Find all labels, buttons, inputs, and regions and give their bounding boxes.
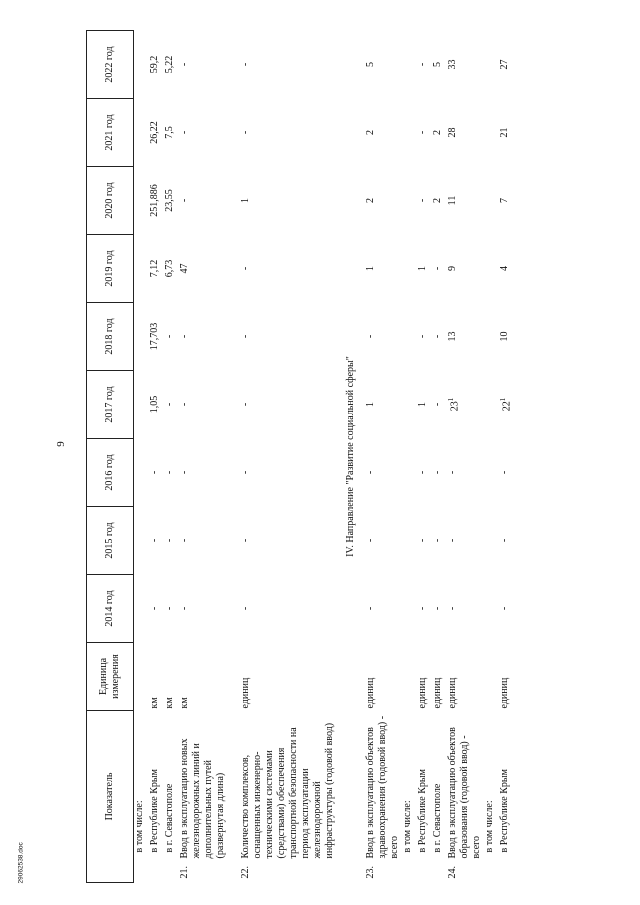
indicator-label: в том числе: <box>134 800 145 853</box>
value-text: - <box>240 402 251 407</box>
value-cell <box>177 370 228 438</box>
value-cell <box>134 438 148 506</box>
table-header-row <box>87 30 134 882</box>
value-cell <box>430 98 445 166</box>
header-year: 2021 год <box>87 98 134 166</box>
value-cell <box>415 166 430 234</box>
value-text: 2 <box>365 129 376 135</box>
value-cell <box>134 506 148 574</box>
value-cell <box>177 438 228 506</box>
value-text: - <box>432 402 443 407</box>
row-number <box>147 861 162 883</box>
value-cell <box>147 166 162 234</box>
value-text: 7,5 <box>164 126 175 139</box>
value-cell <box>402 438 415 506</box>
value-text: - <box>417 62 428 67</box>
value-cell <box>162 166 177 234</box>
value-cell <box>445 166 484 234</box>
value-cell <box>415 438 430 506</box>
value-cell <box>134 574 148 642</box>
value-text: - <box>240 470 251 475</box>
value-text: 2 <box>432 197 443 203</box>
value-text: - <box>179 198 190 203</box>
value-cell <box>484 574 497 642</box>
value-text: - <box>240 334 251 339</box>
value-text: - <box>447 538 458 543</box>
value-cell <box>147 574 162 642</box>
value-cell <box>147 438 162 506</box>
table-row <box>134 30 148 882</box>
value-cell <box>162 506 177 574</box>
indicators-table <box>86 30 514 883</box>
value-text: 47 <box>179 263 190 274</box>
value-cell <box>430 438 445 506</box>
table-row <box>228 30 337 882</box>
value-cell <box>177 30 228 98</box>
value-cell <box>415 30 430 98</box>
value-text: - <box>447 470 458 475</box>
value-text: - <box>164 334 175 339</box>
indicator-label: в том числе: <box>402 800 413 853</box>
value-cell <box>497 302 514 370</box>
value-cell <box>430 574 445 642</box>
value-text: - <box>149 470 160 475</box>
unit-cell: единиц <box>447 677 458 709</box>
value-text: - <box>499 538 510 543</box>
value-text: 13 <box>447 331 458 342</box>
unit-cell: км <box>149 697 160 709</box>
value-cell <box>365 574 402 642</box>
value-cell <box>402 302 415 370</box>
value-cell <box>134 370 148 438</box>
value-cell <box>228 98 337 166</box>
value-cell <box>402 370 415 438</box>
value-cell <box>365 438 402 506</box>
table-body <box>134 30 515 882</box>
value-cell <box>147 30 162 98</box>
row-number <box>415 861 430 883</box>
value-cell <box>430 166 445 234</box>
indicator-label: в Республике Крым <box>417 769 428 853</box>
value-cell <box>162 30 177 98</box>
value-text: - <box>240 130 251 135</box>
value-cell <box>365 370 402 438</box>
value-cell <box>177 98 228 166</box>
value-cell <box>484 506 497 574</box>
row-number: 21. <box>179 866 190 879</box>
value-cell <box>365 234 402 302</box>
value-cell <box>134 30 148 98</box>
value-text: 4 <box>499 265 510 271</box>
value-cell <box>402 166 415 234</box>
value-cell <box>484 370 497 438</box>
value-text: 9 <box>447 265 458 271</box>
unit-cell: единиц <box>365 677 376 709</box>
row-number: 24. <box>447 866 458 879</box>
value-text: - <box>179 130 190 135</box>
value-cell <box>445 370 484 438</box>
indicator-label: в том числе: <box>484 800 495 853</box>
value-text: 21 <box>499 127 510 138</box>
value-cell <box>402 506 415 574</box>
value-cell <box>228 30 337 98</box>
value-cell <box>162 98 177 166</box>
value-cell <box>147 302 162 370</box>
value-text: 1 <box>365 265 376 271</box>
value-text: 10 <box>499 331 510 342</box>
value-text: 23 <box>449 401 461 412</box>
value-text: - <box>499 470 510 475</box>
value-cell <box>430 506 445 574</box>
value-cell <box>497 370 514 438</box>
value-text: 1,05 <box>149 395 160 414</box>
unit-cell: единиц <box>417 677 428 709</box>
table-row <box>162 30 177 882</box>
value-text: - <box>164 606 175 611</box>
row-number: 22. <box>240 866 251 879</box>
row-number <box>162 861 177 883</box>
value-cell <box>162 574 177 642</box>
value-cell <box>497 166 514 234</box>
value-cell <box>402 574 415 642</box>
value-text: - <box>365 334 376 339</box>
value-text: 26,22 <box>149 121 160 144</box>
value-text: - <box>149 538 160 543</box>
value-text: - <box>365 470 376 475</box>
value-cell <box>365 30 402 98</box>
value-text: - <box>179 334 190 339</box>
value-text: - <box>365 606 376 611</box>
value-cell <box>365 506 402 574</box>
value-text: 5 <box>432 61 443 67</box>
table-row <box>402 30 415 882</box>
value-cell <box>134 166 148 234</box>
unit-cell <box>134 642 148 710</box>
value-cell <box>228 234 337 302</box>
value-text: 7 <box>499 197 510 203</box>
value-text: 1 <box>417 265 428 271</box>
rotated-table-container <box>86 13 618 883</box>
value-cell <box>484 30 497 98</box>
value-text: - <box>432 470 443 475</box>
value-cell <box>445 30 484 98</box>
value-cell <box>177 234 228 302</box>
value-cell <box>415 370 430 438</box>
value-cell <box>177 166 228 234</box>
value-cell <box>445 234 484 302</box>
value-cell <box>497 98 514 166</box>
value-text: - <box>240 538 251 543</box>
value-cell <box>415 234 430 302</box>
unit-cell <box>402 642 415 710</box>
unit-cell: единиц <box>499 677 510 709</box>
value-cell <box>365 166 402 234</box>
row-number <box>497 861 514 883</box>
value-text: - <box>164 402 175 407</box>
value-cell <box>430 30 445 98</box>
value-text: - <box>240 606 251 611</box>
value-text: - <box>417 470 428 475</box>
value-cell <box>147 370 162 438</box>
value-text: 1 <box>417 401 428 407</box>
value-cell <box>162 438 177 506</box>
table-row <box>484 30 497 882</box>
value-text: 251,886 <box>149 184 160 217</box>
value-cell <box>228 438 337 506</box>
value-cell <box>445 98 484 166</box>
value-text: 6,73 <box>164 259 175 278</box>
value-text: - <box>240 266 251 271</box>
value-text: 5,22 <box>164 55 175 74</box>
indicator-label: в г. Севастополе <box>432 783 443 853</box>
value-cell <box>177 302 228 370</box>
value-cell <box>177 506 228 574</box>
value-cell <box>497 234 514 302</box>
row-number: 23. <box>365 866 376 879</box>
value-cell <box>147 506 162 574</box>
value-text: - <box>417 606 428 611</box>
section-heading: IV. Направление "Развитие социальной сферы" <box>345 356 356 557</box>
indicator-label: в Республике Крым <box>149 769 160 853</box>
value-cell <box>134 234 148 302</box>
indicator-label: Количество комплексов, оснащенных инженерно-техническими системами (средствами) обеспечения транспортной безопасности на период эксплуатации железнодорожной инфраструктуры (годовой ввод) <box>240 722 335 859</box>
table-row <box>365 30 402 882</box>
value-cell <box>147 234 162 302</box>
value-cell <box>445 438 484 506</box>
value-cell <box>497 30 514 98</box>
value-cell <box>402 30 415 98</box>
indicator-label: Ввод в эксплуатацию объектов образования (годовой ввод) - всего <box>447 727 482 859</box>
value-text: - <box>417 538 428 543</box>
value-text: 22 <box>501 401 513 412</box>
value-text: 33 <box>447 59 458 70</box>
value-text: - <box>432 606 443 611</box>
header-year: 2016 год <box>87 438 134 506</box>
footnote-marker: 1 <box>499 397 507 402</box>
value-text: - <box>179 402 190 407</box>
value-cell <box>228 370 337 438</box>
value-cell <box>430 302 445 370</box>
value-text: - <box>164 538 175 543</box>
indicator-label: в Республике Крым <box>499 769 510 853</box>
value-text: - <box>179 470 190 475</box>
value-text: 17,703 <box>149 322 160 351</box>
value-cell <box>228 166 337 234</box>
indicator-label: Ввод в эксплуатацию объектов здравоохранения (годовой ввод) - всего <box>365 715 400 859</box>
header-year: 2015 год <box>87 506 134 574</box>
value-text: 59,2 <box>149 55 160 74</box>
table-row <box>415 30 430 882</box>
value-text: 7,12 <box>149 259 160 278</box>
value-text: - <box>179 62 190 67</box>
value-cell <box>445 506 484 574</box>
value-text: 2 <box>365 197 376 203</box>
value-text: - <box>417 198 428 203</box>
value-text: 1 <box>365 401 376 407</box>
value-cell <box>497 506 514 574</box>
value-cell <box>162 302 177 370</box>
table-row <box>177 30 228 882</box>
page-number: 9 <box>55 441 67 447</box>
header-indicator: Показатель <box>87 710 134 882</box>
value-text: 23,55 <box>164 189 175 212</box>
value-cell <box>162 234 177 302</box>
value-text: 1 <box>240 197 251 203</box>
indicator-label: в г. Севастополе <box>164 783 175 853</box>
unit-cell <box>484 642 497 710</box>
value-text: - <box>417 334 428 339</box>
unit-cell: единиц <box>240 677 251 709</box>
value-cell <box>430 370 445 438</box>
value-cell <box>497 438 514 506</box>
table-row <box>445 30 484 882</box>
row-number <box>484 861 497 883</box>
header-year: 2022 год <box>87 30 134 98</box>
value-text: - <box>499 606 510 611</box>
value-cell <box>365 302 402 370</box>
header-year: 2017 год <box>87 370 134 438</box>
value-text: 11 <box>447 195 458 206</box>
value-cell <box>484 234 497 302</box>
value-text: 2 <box>432 129 443 135</box>
value-cell <box>484 166 497 234</box>
header-year: 2019 год <box>87 234 134 302</box>
header-unit: Единица измерения <box>87 642 134 710</box>
value-cell <box>484 98 497 166</box>
value-cell <box>228 302 337 370</box>
value-cell <box>415 98 430 166</box>
value-cell <box>228 574 337 642</box>
value-cell <box>228 506 337 574</box>
value-cell <box>484 438 497 506</box>
section-heading-row <box>337 30 365 882</box>
row-number <box>402 861 415 883</box>
value-text: - <box>417 130 428 135</box>
value-cell <box>402 234 415 302</box>
value-cell <box>162 370 177 438</box>
value-cell <box>177 574 228 642</box>
value-text: - <box>432 266 443 271</box>
value-text: - <box>164 470 175 475</box>
footnote-marker: 1 <box>447 397 455 402</box>
value-text: 28 <box>447 127 458 138</box>
unit-cell: км <box>179 697 190 709</box>
value-text: - <box>432 538 443 543</box>
value-cell <box>497 574 514 642</box>
unit-cell: единиц <box>432 677 443 709</box>
value-text: - <box>149 606 160 611</box>
value-text: 27 <box>499 59 510 70</box>
unit-cell: км <box>164 697 175 709</box>
value-cell <box>415 302 430 370</box>
value-text: - <box>432 334 443 339</box>
table-row <box>497 30 514 882</box>
value-text: - <box>179 606 190 611</box>
value-text: - <box>240 62 251 67</box>
value-cell <box>134 98 148 166</box>
table-row <box>430 30 445 882</box>
value-cell <box>445 574 484 642</box>
value-cell <box>415 574 430 642</box>
value-text: - <box>179 538 190 543</box>
row-number <box>134 861 148 883</box>
header-year: 2018 год <box>87 302 134 370</box>
value-cell <box>415 506 430 574</box>
value-cell <box>134 302 148 370</box>
header-year: 2014 год <box>87 574 134 642</box>
value-cell <box>430 234 445 302</box>
value-cell <box>402 98 415 166</box>
indicator-label: Ввод в эксплуатацию новых железнодорожных линий и дополнительных путей (развернутая длина) <box>179 738 226 859</box>
value-text: 5 <box>365 61 376 67</box>
document-filename: 29062538.doc <box>17 842 25 884</box>
value-cell <box>484 302 497 370</box>
value-cell <box>445 302 484 370</box>
value-cell <box>365 98 402 166</box>
header-year: 2020 год <box>87 166 134 234</box>
value-text: - <box>365 538 376 543</box>
table-row <box>147 30 162 882</box>
row-number <box>430 861 445 883</box>
value-cell <box>147 98 162 166</box>
value-text: - <box>447 606 458 611</box>
